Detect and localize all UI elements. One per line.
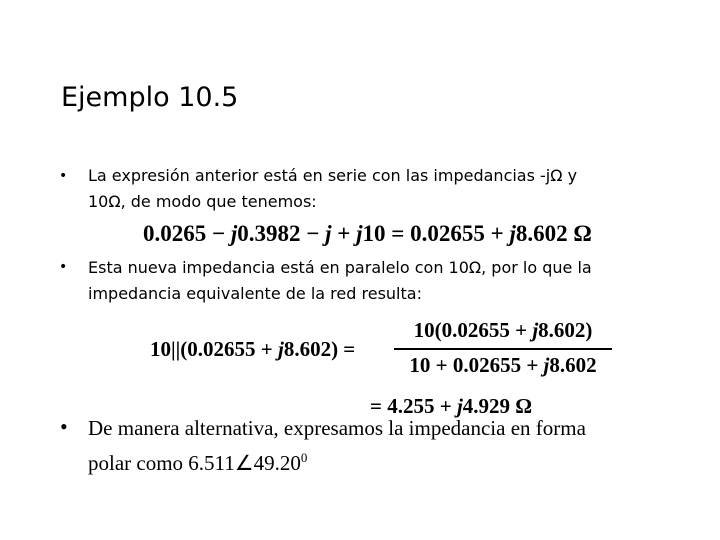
bullet-3-line-1: De manera alternativa, expresamos la impedancia en forma bbox=[88, 416, 586, 440]
eq1-part: + bbox=[331, 221, 357, 246]
bullet-1-line-1: La expresión anterior está en serie con las impedancias -jΩ y bbox=[88, 166, 578, 185]
eq2-num-a: 10(0.02655 + bbox=[413, 318, 533, 342]
angle-icon: ∠ bbox=[234, 451, 254, 475]
eq1-part: 10 = 0.02655 + bbox=[362, 221, 510, 246]
eq1-j: j bbox=[356, 221, 363, 246]
eq2-den-b: 8.602 bbox=[549, 353, 597, 377]
equation-parallel-lhs bbox=[150, 337, 355, 362]
eq1-j: j bbox=[509, 221, 516, 246]
bullet-3-line-2 bbox=[88, 443, 586, 478]
fraction-numerator bbox=[392, 318, 614, 343]
eq1-j: j bbox=[325, 221, 332, 246]
fraction-denominator bbox=[392, 353, 614, 378]
eq2-lhs-j: j bbox=[277, 337, 284, 361]
eq1-j: j bbox=[230, 221, 238, 246]
eq1-part: 0.3982 − bbox=[237, 221, 326, 246]
eq2-lhs-b: 8.602) = bbox=[283, 337, 356, 361]
degree-superscript: 0 bbox=[300, 450, 308, 465]
slide-title: Ejemplo 10.5 bbox=[61, 82, 239, 113]
bullet-marker: • bbox=[59, 168, 68, 184]
eq2-res-b: 4.929 Ω bbox=[462, 394, 533, 418]
eq2-lhs-a: 10||(0.02655 + bbox=[150, 337, 278, 361]
polar-magnitude: polar como 6.511 bbox=[88, 451, 235, 475]
bullet-1-line-2: 10Ω, de modo que tenemos: bbox=[88, 192, 317, 211]
bullet-1-text bbox=[88, 163, 577, 215]
eq2-res-a: = 4.255 + bbox=[370, 394, 457, 418]
eq2-den-j: j bbox=[543, 353, 550, 377]
eq2-num-j: j bbox=[532, 318, 539, 342]
fraction-bar bbox=[394, 348, 612, 350]
polar-angle: 49.20 bbox=[253, 451, 301, 475]
eq1-part: 0.0265 − bbox=[143, 221, 231, 246]
eq1-part: 8.602 Ω bbox=[515, 221, 592, 246]
equation-series bbox=[143, 221, 592, 247]
eq2-num-b: 8.602) bbox=[538, 318, 593, 342]
bullet-marker: • bbox=[59, 259, 68, 275]
eq2-den-a: 10 + 0.02655 + bbox=[409, 353, 544, 377]
bullet-2-line-2: impedancia equivalente de la red resulta: bbox=[88, 284, 422, 303]
bullet-3-text bbox=[88, 413, 586, 478]
bullet-marker: • bbox=[60, 414, 68, 439]
eq2-res-j: j bbox=[456, 394, 463, 418]
bullet-2-text bbox=[88, 255, 592, 307]
bullet-2-line-1: Esta nueva impedancia está en paralelo con 10Ω, por lo que la bbox=[88, 258, 592, 277]
